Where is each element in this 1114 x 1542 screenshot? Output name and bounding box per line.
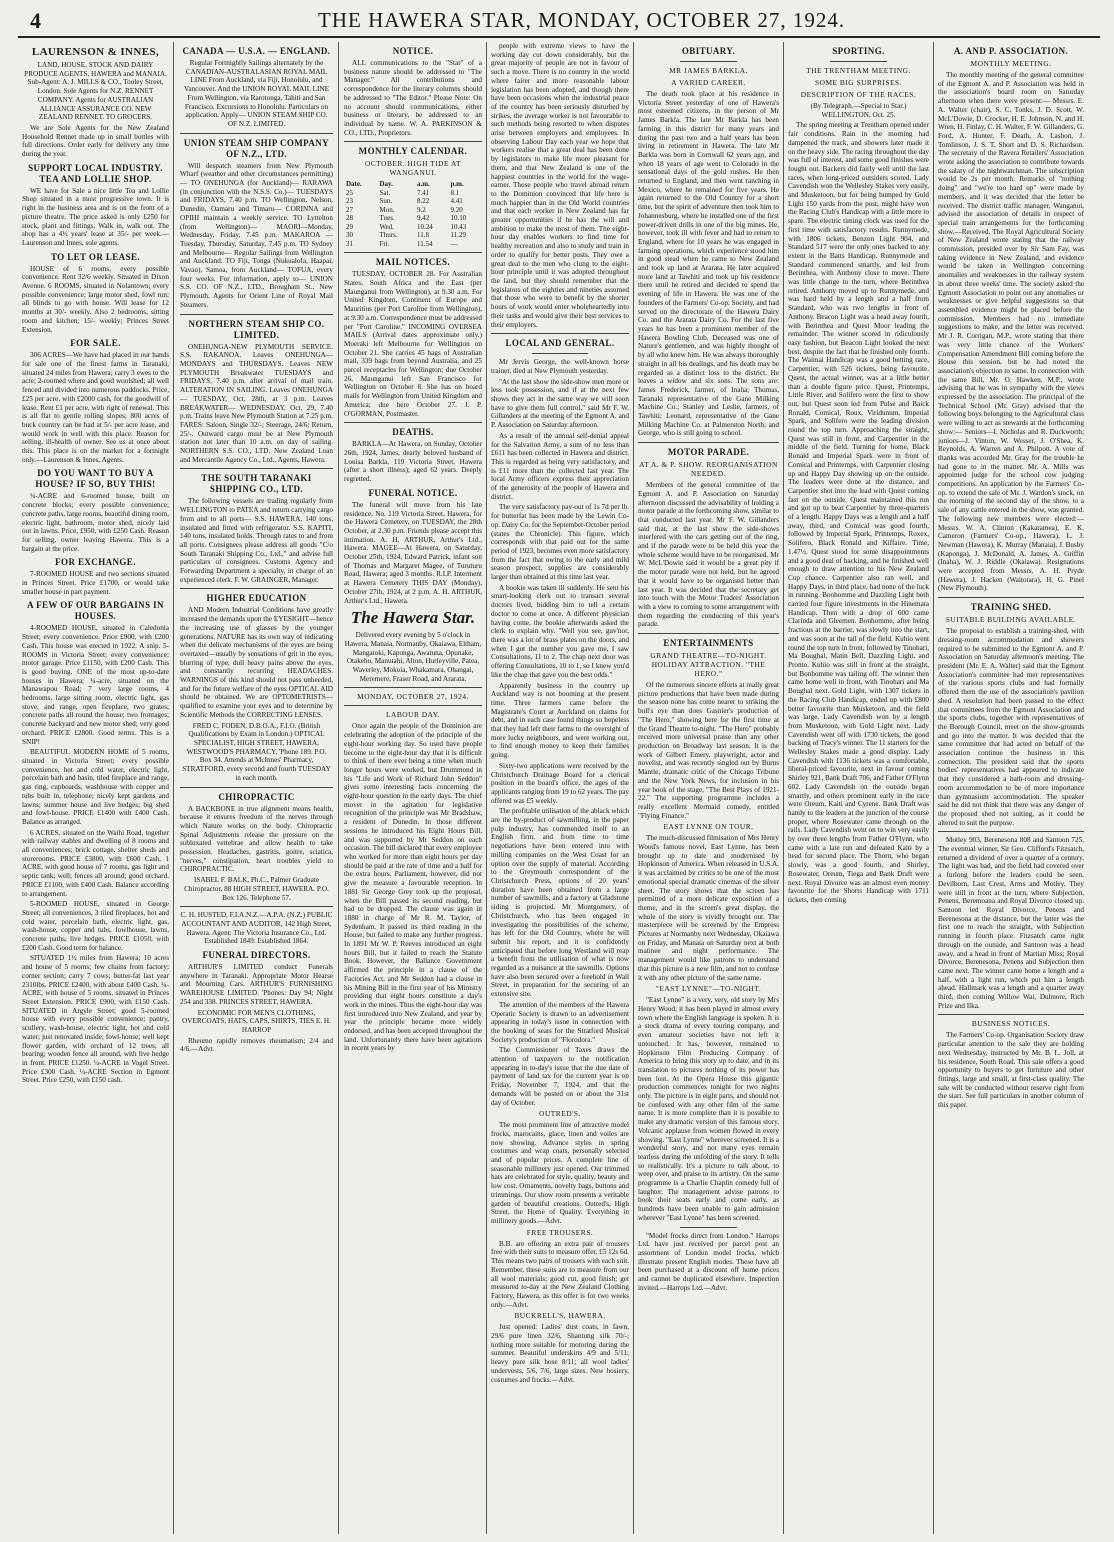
- barkla-body: The death took place at his residence in Victoria Street yesterday of one of Hawera's most esteemed citizens, in the person of Mr James Barkla. The late Mr Barkla has been farming in this district for many years and during the past two and a half years has been living in retirement in Hawera. The late Mr Barkla was born in Cornwall 62 years ago, and when 18 years of age went to Colorado in the sensational days of the gold rushes. He then returned to England, and then went ranching in Mexico, where he remained for five years. He again returned to the Old Country for a short time, but the spirit of adventure then took him to Johannesburg, where he installed one of the first power-driven drills in one of the big mines. He, however, took ill with fever and had to return to England, where for 10 years he was engaged in farming operations, which experience stood him in good stead when he came to New Zealand and took up land at Ararata. He later acquired more land at Tawhiti and took up his residence there until he retired and decided to spend the evening of life in Hawera. He was one of the founders of the Farmers' Co-op. Society, and had served on the directorate of the Hawera Dairy Co. and the Ararata Dairy Co. For the last five years he has been a prominent member of the Hawera Bowling Club. Deceased was one of Nature's gentlemen, and was highly thought of by all who knew him. He was always thoroughly straight in all his dealings, and his death may be regarded as a distinct loss to the district. He leaves a widow and six sons. The sons are: James Frederick, farmer, of Inaha; Thomas, Taranaki representative of the Gane Milking Machine Co.; Stanley and Leslie, farmers, of Tawhiti; Leonard, representative of the Gane Milking Machine Co. at Palmerston North; and George, who is still going to school.: [638, 90, 779, 438]
- business-notices-body: The Farmers' Co-op. Organisation Society draw particular attention to the sale they are holding next Wednesday, instructed by Mr. B. L. Joll, at his residence, South Road. This sale offers a good opportunity to buyers to get furniture and other fittings, large and small, at first-class quality. The sale will be conducted without reserve right from the start. See full particulars in another column of this paper.: [938, 1031, 1084, 1110]
- surprises-heading: SOME BIG SURPRISES.: [815, 78, 902, 87]
- newspaper-title: THE HAWERA STAR, MONDAY, OCTOBER 27, 1924.: [318, 8, 846, 32]
- training-shed-subheading: SUITABLE BUILDING AVAILABLE.: [945, 615, 1077, 625]
- ap-association-heading: A. AND P. ASSOCIATION.: [953, 46, 1069, 56]
- divider: [491, 333, 629, 334]
- tide-table-row: [344, 197, 482, 206]
- motor-parade-heading: MOTOR PARADE.: [667, 447, 750, 458]
- divider: [180, 314, 333, 315]
- farm-sale-paragraph: 306 ACRES—We have had placed in our hands for sale one of the finest farms in Taranaki, situated 24 miles from Hawera; carry 3 ewes to the acre; 2-roomed where and good woolshed; all well fenced and divided into numerous paddocks. Price, £25 per acre, with £2000 cash, for the goodwill of lease. Rent £1 per acre, with right of renewal. This is all flat to gentle rolling slopes; 800 acres of buck country can be had at 5/- per acre lease, and would work in well with this place. Reason for selling, ill-health of owner. See us at once about this. This place is on the market for a fortnight only.—Laurenson & Innes, Agents.: [22, 351, 169, 464]
- deaths-heading: DEATHS.: [392, 427, 434, 438]
- bargains-paragraph: 5-ROOMED HOUSE, situated in George Street; all conveniences, 3 tiled fireplaces, hot and cold water, porcelain bath, electric light, gas, wash-house, copper and tubs, fowlhouse, lawns, concrete paths, live hedges. PRICE £1050, with £200 Cash. Good term for balance.: [22, 900, 169, 952]
- notice-body: ALL communications to the "Star" of a business nature should be addressed to "The Manager." All contributions and correspondence for the literary columns should be addressed to "The Editor." Please Note: On no account should communications, either business or literary, be addressed to an individual by name. W. A. PARKINSON & CO., LTD., Proprietors.: [344, 59, 482, 137]
- tide-table-cell: Fri.: [379, 239, 390, 248]
- divider: [638, 633, 779, 634]
- column-5: [638, 42, 779, 1534]
- bargains-paragraph: SITUATED 1½ miles from Hawera; 10 acres and house of 5 rooms; few chains from factory; corner section; carry 7 cows; butter-fat last year 2310lbs. PRICE £2400, with about £400 Cash. ¼-ACRE, with house of 5 rooms, situated in Princes Street Extension. PRICE £900, with £150 Cash. SITUATED in Argyle Street; good 5-roomed house with every possible convenience; pantry, scullery, wash-house, electric light, hot and cold water; just renovated inside; fowl-house; well kept flower garden, with orchard of 12 trees, all bearing; wooden fence all around, with live hedge in front. PRICE £1250. ¼-ACRE in Vogel Street. Price £300 Cash. ¼-ACRE Section in Egmont Street. Price £250, with £150 cash.: [22, 954, 169, 1085]
- tide-table-cell: 11.29: [450, 231, 466, 240]
- labour-day-body: Once again the people of the Dominion are celebrating the adoption of the principle of the eight-hour working day. So used have people become to the eight-hour day that it is difficult to think of there ever being a time when much longer hours were worked, but Drummond in his "Life and Work of Richard John Seddon" gives some interesting facts concerning the eight-hour question in the early days. The chief mover in the agitation for legislative recognition of the principle was Mr Bradshaw, a resident of Dunedin. In those different sessions he introduced his Eight Hours Bill, and was supported by Mr Seddon on each occasion. The bill declared that every employee who worked for more than eight hours per day should be paid at the rate of time and a half for the extra hours. Parliament, however, did not give the measure a favourable reception. In 1881 Sir George Grey took up the proposal, when the Bill passed its second reading, but had to be dropped. The clause was again in 1880 in charge of Mr R. M. Taylor, of Sydenham. It passed its third reading in the House, but failed to make any further progress. In 1891 Mr W. P. Reeves introduced an eight hours Bill, but it failed to reach the Statute Book. However, the Ballance Government affirmed the principle in a clause of the Factories Act, and Mr Seddon had a clause in his Mining Bill in the first year of his Ministry providing that eight hours constitute a day's work in the mines. Thus the eight-hour day was first introduced into New Zealand, and year by year the principle became more widely endorsed, and has been accepted throughout the land. Unfortunately there have been agitations in recent years by: [344, 722, 482, 1053]
- funeral-notice-heading: FUNERAL NOTICE.: [368, 487, 458, 498]
- divider: [532, 353, 587, 354]
- outreds-body: The most prominent line of attractive model frocks, marocains, glace, linen and voiles are now showing. Advance styles in spring costumes and wrap coats, personally selected and of popular prices. A complete line of seasonable millinery just opened. Our trimmed hats are celebrated for style, quality, beauty and low cost. Ornaments, novelty bags, buttons and trimmings. Our show room presents a veritable garden of beautiful creations. Outred's, High Street, the Home of Quality. Everything in millinery goods.—Advt.: [491, 1121, 629, 1225]
- tide-table-header: Day.: [379, 180, 393, 189]
- funeral-directors-heading: FUNERAL DIRECTORS.: [202, 950, 311, 961]
- to-let-paragraph: HOUSE of 6 rooms, every possible convenience. Rent 32/6 weekly. Situated in Dixon Avenue. 6 ROOMS, situated in Nolantown; every possible convenience; large motor shed, fowl run; all blinds to go with house. Will lease for 12 months at 30/- weekly. Also 2 bedrooms, sitting room and kitchen; 15/- weekly; Princes Street Extension.: [22, 264, 169, 334]
- divider: [344, 252, 482, 253]
- business-notices-heading: BUSINESS NOTICES.: [971, 1019, 1051, 1029]
- masthead: [18, 6, 1100, 38]
- tide-table: [344, 180, 482, 248]
- tide-table-header: p.m.: [450, 180, 464, 189]
- divider: [938, 831, 1084, 832]
- trentham-heading: THE TRENTHAM MEETING.: [806, 66, 911, 75]
- laurenson-heading: LAURENSON & INNES,: [31, 46, 160, 58]
- barkla-subheading: A VARIED CAREER.: [671, 78, 746, 87]
- free-trousers-body: B.B. are offering an extra pair of trousers free with their suits to measure offer, £5 12s 6d. This means two pairs of trousers with each suit. Remember, these suits are to measure from our all wool materials; good cut, good finish; get measured to-day at the New Zealand Clothing Factory, Hawera, as this offer is for two weeks only.—Advt.: [491, 1239, 629, 1309]
- sporting-heading: SPORTING.: [832, 46, 885, 56]
- east-lynne-tour-body: The much-discussed filmisation of Mrs Henry Wood's famous novel, East Lynne, has been brought up to date and modernised by Hopkinson of America. When released in U.S.A. it was acclaimed by critics to be one of the most emotional special dramatic cinemas of the silver sheet. The story shows that the screen has permitted of a more delicate exposition of a theme, and in the screen's great display, the whole of the story is vividly brought out. The masterpiece will be screened by the Empress Pictures at Normanby next Wednesday, Okaiawa on Friday, and Manaia on Saturday next at both matinee and night performance. The management would like patrons to understand that this picture is a new film, and not to confuse it with any other picture of the same name.: [638, 834, 779, 982]
- buckrells-body: Just opened: Ladies' dust coats, in fawn, 29/6 pure linen 32/6, Shantung silk 70/-; nothing more suitable for motoring during the summer. Beautiful underskirts 4/9 and 5/11; heavy pure silk hose 8/11; all wool ladies' undervests, 5/6, 7/6, large sizes. New hosiery, costumes and frocks.—Advt.: [491, 1323, 629, 1384]
- bargains-heading: A FEW OF OUR BARGAINS IN HOUSES.: [27, 600, 164, 622]
- monthly-meeting-heading: MONTHLY MEETING.: [970, 59, 1052, 68]
- husted-ad: C. H. HUSTED, F.I.A.N.Z.—A.P.A. (N.Z.) PUBLIC ACCOUNTANT AND AUDITOR, 142 High Street, Hawera. Agent: The Victoria Insurance Co., Ltd. Established 1849. Established 1864.: [180, 911, 333, 946]
- column-rule: [173, 42, 174, 1534]
- page-number: 4: [30, 8, 41, 33]
- divider: [180, 787, 333, 788]
- bargains-paragraph: BEAUTIFUL MODERN HOME of 5 rooms, situated in Victoria Street; every possible convenience, hot and cold water, electric light, porcelain bath and basin, tiled fireplace and range, gas ring, cupboards, washhouse with copper and tubs built in, telephone; nicely kept gardens and lawns; summer house and live hedges; big shed and fowl-house. PRICE £1400 with £400 Cash. Balance as arranged.: [22, 748, 169, 826]
- tide-table-cell: 10.10: [450, 214, 467, 223]
- laurenson-ad: LAND, HOUSE, STOCK AND DAIRY PRODUCE AGENTS, HAWERA and MANAIA. Sub-Agent: A. J. MILLS & CO., Tooley Street, London. Sole Agents for N.Z. RENNET COMPANY. Agents for AUSTRALIAN ALLIANCE ASSURANCE CO. NEW ZEALAND RENNET. TO GROCERS.: [24, 61, 167, 122]
- tide-table-cell: 29: [346, 222, 353, 231]
- divider: [938, 597, 1084, 598]
- local-item: Sixty-two applications were received by the Christchurch Drainage Board for a clerical position in the board's office, the ages of the applicants ranging from 19 to 62 years. The pay offered was £5 weekly.: [491, 761, 629, 805]
- notice-heading: NOTICE.: [392, 46, 434, 56]
- bargains-paragraph: 6 ACRES, situated on the Waihi Road, together with railway stables and dwelling of 8 rooms and all conveniences; brick cottage, shelter sheds and storerooms. PRICE £3800, with £600 Cash. 1 ACRE, with good house of 7 rooms, gas light and septic tank; well; fences all around; good orchard. PRICE £1100, with £400 Cash. Balance according to arrangement.: [22, 828, 169, 898]
- local-item: The Commissioner of Taxes draws the attention of taxpayers to the notification appearing in to-day's issue that the due date of payment of land tax for the current year is on Friday, November 7, 1924, and that the demands will be posted on or about the 31st day of October.: [491, 1046, 629, 1107]
- entertainments-heading: ENTERTAINMENTS: [663, 638, 754, 649]
- south-taranaki-heading: THE SOUTH TARANAKI SHIPPING CO., LTD.: [201, 473, 312, 495]
- tide-table-cell: Tues.: [379, 214, 395, 223]
- tide-table-cell: 4.41: [450, 197, 463, 206]
- tide-table-cell: 27: [346, 205, 353, 214]
- grand-theatre-body: Of the numerous sincere efforts at really great picture productions that have been made during the season none has come nearer to striking the bull's eye than does Gasnier's production of "The Hero," showing here for the first time at the Grand Theatre to-night. "The Hero" probably received more universal praise than any other production on Broadway last season. It is the work of Gilbert Emery, playwright, actor and novelist, and was recently singled out by Burns Mantle, dramatic critic of the Chicago Tribune and the New York News, for inclusion in his year book of the stage, "The Best Plays of 1921-22." The supporting programme includes a really excellent Mermaid comedy, entitled "Flying Finance.": [638, 681, 779, 820]
- training-shed-heading: TRAINING SHED.: [970, 602, 1052, 613]
- tide-table-cell: —: [450, 239, 458, 248]
- ap-association-body: The monthly meeting of the general committee of the Egmont A. and P. Association was held in the association's board room on Saturday afternoon when there were present:— Messrs. E. A. Walter (chair), S. C. Tonks, J. D. Scott, W. McL'Dowie, D. Crocker, H. E. Johnson, N. and H. Wren, H. Finlay, C. H. Walter, F. W. Gillanders, G. Ford, A. Hunter, F. Death, A. Lashon, J. Tomlinson, J. S. T. Short and D. S. Richardson. The secretary of the Ravera Retailers' Association wrote asking the association to contribute towards the salary of the nightwatchman. The subscription would be 2s per month. Remarks of "nothing doing" and "we're too hard up" were made by members, and it was decided that the letter be received. The district traffic manager, Wanganui, advised the association of details in respect of special train arrangements for the forthcoming show.—Received. The Royal Agricultural Society of New Zealand wrote stating that the railway commission, presided over by Sir Sam Fay, was taking evidence in New Zealand, and evidence would be taken in Wellington concerning anomalies and weaknesses in the railway system in about three weeks' time. The society asked the Egmont Association to point out any anomalies or weaknesses or give helpful suggestions so that assembled evidence might be placed before the commission. Members had no immediate suggestions to make, and the letter was received. Mr J. R. Corrigan, M.P., wrote stating that there was very little chance of the Workers' Compensation Amendment Bill coming before the House this session, but he had noted the association's objection to same. In connection with the same Bill, Mr. O. Hawken, M.P., wrote advising that he was in sympathy with the views expressed by the association. The principal of the Technical School (Mr. Gray) advised that the following boys belonging to the Agricultural class were willing to act as stewards at the forthcoming show:— Seniors—I. Nicholas and R. Duckworth; juniors—J. Vinton, W. Wesser, J. O'Shea, K. Reynolds, A. Warren and A. Philpott. A vote of thanks was accorded Mr. Gray for the trouble he had gone to in the matter. Mr. A. Mills was appointed judge for the school cow judging competitions. An application by the Farmers' Co-op. to extend the sale of Mr. J. Wardon's stock, on the morning of the second day of the show, to a sale of any cattle entered in the show, was granted. The following new members were elected:— Messrs. W. A. Clinton (Kakaramea), E. K. Cameron (Farmers' Co-op., Hawera), L. J. Newman (Hawera), K. Murray (Manaia), J. Busby (Kaponga), J. McDonald, A. James, A. Griffin (Inaha), W. J. Riddle (Okaiawa). Resignations were accepted from Messrs. A. H. Pryde (Hawera), J. Hacken (Waitotara), H. G. Pinel (New Plymouth).: [938, 71, 1084, 593]
- local-item: The attention of the members of the Hawera Operatic Society is drawn to an advertisement appearing in today's issue in connection with the booking of seats for the Stratford Musical Society's production of "Florodora.": [491, 1000, 629, 1044]
- barkla-heading: MR JAMES BARKLA.: [669, 66, 748, 75]
- star-nameplate: The Hawera Star.: [350, 608, 476, 628]
- buckrells-heading: BUCKRELL'S, HAWERA.: [514, 1311, 606, 1321]
- column-2: [180, 42, 333, 1534]
- tide-table-cell: 25: [346, 188, 353, 197]
- tide-table-row: [344, 206, 482, 215]
- tide-table-cell: 8.1: [450, 188, 460, 197]
- tide-table-row: [344, 189, 482, 198]
- column-rule: [486, 42, 487, 1534]
- model-frocks-ad: "Model frocks direct from London." Harrops Ltd. have just received per parcel post an assortment of London model frocks, which illustrate present English modes. These have all been purchased at a discount off home prices and cannot be duplicated elsewhere. Inspection invited.—Harrops Ltd.—Advt.: [638, 1231, 779, 1292]
- for-sale-heading: FOR SALE.: [70, 338, 121, 349]
- balk-ad: ISABEL F. BALK, Ph.C., Palmer Graduate Chiropractor, 88 HIGH STREET, HAWERA. P.O. Box 126. Telephone 57.: [184, 876, 329, 902]
- union-ad: Will despatch steamers from New Plymouth Wharf (weather and other circumstances permitting)— TO ONEHUNGA (for Auckland)— RARAWA (in conjunction with the N.S.S. Co.)— TUESDAYS and FRIDAYS, 7.40 p.m. TO Wellington, Nelson, Dunedin, Oamaru and Timaru— CORINNA and OPIHI maintain a weekly service. TO Lyttelton (from Wellington)— MAORI—Monday, Wednesday, Friday, 7.45 p.m. MAKAROA — Tuesday, Thursday, Saturday, 7.45 p.m. TO Sydney and Melbourne— Regular Sailings from Wellington and Auckland. TO Fiji, Tonga (Nukualofa, Haapai, Vavau), Samoa, from Auckland— TOFUA, every four weeks. For information, apply to— UNION S.S. CO. OF N.Z., LTD., Brougham St., New Plymouth. Agents for Orient Line of Royal Mail Steamers.: [180, 161, 333, 309]
- column-rule: [338, 42, 339, 1534]
- tide-table-cell: Thurs.: [379, 231, 398, 240]
- tea-shop-heading: SUPPORT LOCAL INDUSTRY. TEA AND LOLLIE SHOP.: [28, 162, 163, 184]
- description-heading: DESCRIPTION OF THE RACES.: [800, 90, 917, 99]
- race-results-continued: Motley 903, Berenesona 808 and Santoon 725. The eventual winner, Sir Geo. Clifford's Fitzsatch, returned a dividend of over a quarter of a century. The light was bad, and the field had covered over a furlong before the leaders could be seen. Devilborn, Last Crest, Arms and Motley. They were still in front at the turn, where Subjection, Penens, Beremoana and Royal Divorce closed up. Santoon led Royal Divorce, Penens and Berenesona at the distance, but the latter was the first one to reach the straight, with Subjection running in fourth place. Fitzsatch came right through on the outside, and Santoon was a head away, and a head in front of Martian Miss; Royal Divorce, Berenesona, Penens and Subjection then came next. The winner came home a length and a half, with a light run, which put him a length ahead. Hallmark was a length and a quarter away third, then coming Willow Wai, Dubnore, Rich Prize and Ilka.: [938, 836, 1084, 1010]
- outreds-heading: OUTRED'S.: [539, 1109, 581, 1119]
- deaths-body: BARKLA—At Hawera, on Sunday, October 26th, 1924, James, dearly beloved husband of Louisa Barkla, 119 Victoria Street, Hawera (after a short illness); aged 62 years. Deeply regretted.: [344, 440, 482, 484]
- east-lynne-tour-heading: EAST LYNNE ON TOUR.: [663, 822, 754, 832]
- east-lynne-tonight-heading: "EAST LYNNE"—TO-NIGHT.: [655, 984, 762, 994]
- higher-education-ad: AND Modern Industrial Conditions have greatly increased the demands upon the EYESIGHT—hence the increasing use of glasses by the younger generations. NATURE has its own way of indicating when the delicate mechanisms of the eyes are being overtaxed—usually by sensations of grit in the eyes, blurring of type, dull heavy pains above the eyes, and constantly recurring HEADACHES. WARNINGS of this kind should not pass unheeded, and for the future welfare of the eyes OPTICAL AID should be obtained. We are OPTOMETRISTS—qualified to examine your eyes and to determine by Scientific Methods the CORRECTING LENSES.: [180, 606, 333, 719]
- funeral-directors-ad: ARTHUR'S LIMITED conduct Funerals anywhere in Taranaki. Appropriate Motor Hearse and Mourning Cars. ARTHUR'S FURNISHING WAREHOUSE LIMITED. 'Phones: Day 94; Night 254 and 338. PRINCES STREET, HAWERA.: [180, 963, 333, 1006]
- divider: [180, 588, 333, 589]
- local-item: Mr Jervis George, the well-known horse trainer, died at New Plymouth yesterday.: [491, 358, 629, 375]
- column-rule: [633, 42, 634, 1534]
- divider: [344, 687, 482, 688]
- tide-table-cell: 10.24: [416, 222, 433, 231]
- column-rule: [783, 42, 784, 1534]
- column-6: [788, 42, 929, 1534]
- rheumo-ad: Rheumo rapidly removes rheumatism; 2/4 and 4/6.—Advt.: [180, 1036, 333, 1054]
- local-item: The profitable utilisation of the ablack which are the by-product of sawmilling, in the paper pulp industry, has commended itself to an English firm, and from time to time negotiations have been entered into with milling companies on the West Coast for an option over the supply of material. According to the Greymouth correspondent of the Christchurch Press, options of 20 years' duration have been obtained from a large number of sawmills, and a factory at Gladstone siding is projected. Mr Montgomery, of Christchurch, who has been engaged in investigating the possibilities of the scheme, has left for the Old Country, where he will submit his report, and it is confidently anticipated that before long Westland will reap a benefit from the utilisation of what is now regarded as a nuisance at the sawmills. Options have also been secured over a freehold in Wall Street, in preparation for the securing of an extensive site.: [491, 807, 629, 999]
- divider: [180, 468, 333, 469]
- tide-table-cell: 9.20: [450, 205, 463, 214]
- tide-table-cell: Sun.: [379, 197, 393, 206]
- local-item: As a result of the annual self-denial appeal for the Salvation Army, a sum of no less than £611 has been collected in Hawera and district. This is regarded as being very satisfactory, and is £11 more than the collected last year. The local Army officers express their appreciation of the generosity of the people of Hawera and district.: [491, 431, 629, 501]
- local-item: Apparently business in the country up Auckland way is not booming at the present time. Three farmers came before the Magistrate's Court at Auckland on claims for debt, and in each case found things so hopeless that they had left their farms to the oversight of more lucky neighbours, and were working out, to find enough money to keep their families going.: [491, 681, 629, 760]
- tide-table-cell: 11.8: [416, 231, 429, 240]
- local-item: "At the last show the side-show men more or less took possession, and if at the next few shows they act in the same way we will soon have to give them full control," said Mr F. W. Gillanders at the meeting of the Egmont A. and P. Association on Saturday afternoon.: [491, 377, 629, 430]
- tea-shop-paragraph: WE have for Sale a nice little Tea and Lollie Shop situated in a most progressive town. It is right in the business area and is on the front of a picture theatre. The price asked is only £250 for stock, plant and fittings. Walk in, walk out. The shop has a 4½ years' lease at 35/- per week.—Laurenson and Innes, sole agents.: [22, 186, 169, 247]
- northern-ad: ONEHUNGA-NEW PLYMOUTH SERVICE. S.S. RAKANOA. Leaves ONEHUNGA— MONDAYS and THURSDAYS. Leaves NEW PLYMOUTH Breakwater TUESDAYS and FRIDAYS, 7.40 p.m. after arrival of mail train. ALTERATION IN SAILING. Leaves ONEHUNGA— TUESDAY, Oct. 28th, at 3 p.m. Leaves BREAKWATER— WEDNESDAY, Oct. 29, 7.40 p.m. Trains leave New Plymouth Station at 7.25 p.m. FARES: Saloon, Single 32/-; Steerage, 24/6; Return, 25/-. Outward cargo must be at New Plymouth station not later than 10 a.m. on day of sailing. NORTHERN S.S. CO., LTD. New Zealand Loan and Mercantile Agency Co., Ltd., Agents, Hawera.: [180, 342, 333, 464]
- divider: [344, 705, 482, 706]
- obituary-heading: OBITUARY.: [681, 46, 736, 56]
- motor-parade-subheading: AT A. & P. SHOW. REORGANISATION NEEDED.: [639, 460, 778, 479]
- byline: (By Telegraph.—Special to Star.) WELLINGTON, Oct. 25.: [810, 102, 907, 119]
- grand-theatre-heading: GRAND THEATRE—TO-NIGHT. HOLIDAY ATTRACTION. "THE HERO.": [650, 651, 767, 679]
- tide-table-cell: 10.43: [450, 222, 467, 231]
- divider: [344, 422, 482, 423]
- tide-table-cell: Mon.: [379, 205, 395, 214]
- racing-body: The spring meeting at Trentham opened under fair conditions. Rain in the morning had dampened the track, and showers later made it on the heavy side. The racing throughout the day was full of interest, and some good finishes were fought out. Backers did fairly well until the last races, when long-priced outsiders scored. Lady Cavendish won the Wellesley Stakes very easily, and Musketoon, but for being bumped by Gold Light 150 yards from the post, might have won the Racing Club's Handicap with a little more to spare. The electric timing clock was used for the first time with satisfactory results. Runnymede, with 1806 tickets, Benzon Light 904, and Standard 517 were the only ones backed to any extent in the Batts Handicap. Runnymede and Standard commenced smartly, and led from Berinthea, with Anthony close to move. There was little change to the turn, where Berinthea retired. Anthony moved up to Runnymede, and was hard held by a length and a half from Standard, who was two lengths in front of Anthony. Beacon Light was a head away fourth, with Berinthea and Quest Moor leading the remainder. The winner scored in ridiculously easy fashion, but Beacon Light looked the next best, despite the fact that he finished only fourth. The Waimai Handicap was a good betting race, Carpentier, with 526 tickets, being favourite. Quest, the actual winner, was at a little better than a double figure price. Quest, Printemps, Little River, and Solifero were the first to show out, but Quest soon led from Pulse and Baick Ronald, Comical, Roux, Viridunum, Imperial Spark, and Solifero were the leading division round the top turn. Approaching the straight, Quest was still in front, and Carpentier in the middle of the field. Turning for home, Black Ronald and Imperial Spark were in front of Comical and Printemps, with Carpentier closing up and Happy Day showing up on the outside. The leaders were done at the distance, and Carpentier shot into the lead with Quest coming fast on the outside. Quest maintained this run and got up to beat Carpentier by three-quarters of a length. Happy Days was a length and a half away, third, and Comical was good fourth, followed by Imperial Spark, Printemps, Roxex, Solifero, Black Ronald and Kiffaire. Time, 1.47½. Quest stood for some disappointments and a good deal of backing, and he finished well enough to draw attention to his New Zealand Cup chance. Carpentier also ran well, and Happy Days, in third place, had none of the luck in running. Boohomme and Dazzling Light both carried four figure investments in the Hinemata Handicap. Then with a drop of 600 came Clarinda and Gleemen. Bonhomme, after being fractious at the barrier, was slowly into the start, and was soon at the tail of the field. Kuhio went round the top turn in front, followed by Tinohari, Ma Boughal, Matin Bell, Dazzling Light, and Pronto. Kuhio was still in front at the straight, but Bonhomme was tailing off. The winner then came home well in front, with Tinohari and Ma Boughal next. Gold Light, with 1307 tickets in the Racing Club Handicap, ended up with £800 better favourite than Musketoon, and the field was large. Lady Cavendish won by a length from Musketoon, with Gold Light next. Lady Cavendish went off with 1730 tickets, the good backing of Tracy's winner. The 11 starters for the Wellesley Stakes made a good display. Lady Cavendish with 1136 tickets was a comfortable, liberal-priced favourite, next in favour coming Shirley 921, Bank Draft 706, and Father O'Flynn 602. Lady Cavendish on the outside began smartly, and others prominent early in the race were Oreum, Kaiti and Cyrene. Bank Draft was handy to the leaders at the junction of the course proper, where Rosewater came through on the rails. Lady Cavendish went on to win very easily by over three lengths from Father O'Flynn, who came with a late run and defeated Kaiti by a head for second place. The Thorn, who began slowly, was a good fourth, and Shirley, Rosewater, Oreum, Tiega and Bank Draft were next. Royal Divorce was an almost even money favourite for the Shorts Handicap with 1711 tickets, then coming: [788, 121, 929, 904]
- divider: [344, 141, 482, 142]
- tide-table-cell: 9.42: [416, 214, 430, 223]
- canada-heading: CANADA — U.S.A. — ENGLAND.: [182, 46, 331, 56]
- house-paragraph: ¼-ACRE and 6-roomed house, built on concrete blocks; every possible convenience; concrete paths, large rooms, beautiful dining room, electric light, bathroom, motor shed, nicely laid out in lawns. Price, £950, with £250 Cash. Reason for selling, owner leaving Hawera. This is a bargain at the price.: [22, 492, 169, 553]
- tide-table-row: [344, 231, 482, 240]
- tide-table-header: a.m.: [416, 180, 430, 189]
- tide-table-cell: 9.2: [416, 205, 426, 214]
- divider: [180, 906, 333, 907]
- labour-day-heading: LABOUR DAY.: [386, 710, 440, 720]
- south-taranaki-ad: The following vessels are trading regularly from WELLINGTON to PATEA and return carrying cargo from and to all ports— S.S. HAWERA, 140 tons, insulated and fitted with refrigerator. S.S. KAPITI, 140 tons, insulated holds. Through rates to and from all ports. Consignees please address all goods "C/o South Taranaki Shipping Co., Ltd.," and advise full particulars of consignees. Customs Agency and Forwarding Department a specialty, in charge of an experienced clerk. F. W. GRAINGER, Manager.: [180, 497, 333, 584]
- divider: [638, 442, 779, 443]
- date-line: MONDAY, OCTOBER 27, 1924.: [357, 692, 469, 702]
- column-4: [491, 42, 629, 1534]
- local-item: The very satisfactory pay-out of 1s 7d per lb. for butterfat has been made by the Lewin Co-op. Dairy Co. for the September-October period (states the Chronicle). This figure, which corresponds with that paid out for the same period of 1923, becomes even more satisfactory from the fact that owing to the early and mild season prospect, supplies are considerably larger than obtained at this time last year.: [491, 503, 629, 582]
- rennet-paragraph: We are Sole Agents for the New Zealand Household Rennet made up in small bottles with full directions. Order early for delivery any time during the year.: [22, 123, 169, 159]
- editorial-continued: people with extreme views to have the working day cut down considerably, but the great majority of people are not in favour of such a move. There is no country in the world where fairer and more reasonable labour legislation has been adopted, and though there have been occasions when the industrial peace of the country has been seriously disturbed by strikes, the average worker is not favourable to such methods being resorted to when disputes arise between employers and employees. In observing Labour Day each year we hope that workers realise that a great deal has been done by legislators to make life more pleasant for them, and that New Zealand is one of the happiest countries in the world for the wage-earner. Those people who travel abroad return to the Dominion convinced that life here is much happier than in the Old World countries and that each worker in New Zealand has far greater opportunities if he has the will and ambition to make the most of them. The eight-hour day enables workers to find time for healthy recreation and also to study and train in order to qualify for better posts. They owe a great deal to the men who clung to the eight-hour principle until it was adopted throughout the land, but they should remember that the legislators of the eighties and nineties assumed that those who were to benefit by the shorter hours of work would enter wholeheartedly into their tasks and would give their best services to their employers.: [491, 42, 629, 329]
- buy-house-heading: DO YOU WANT TO BUY A HOUSE? IF SO, BUY THIS!: [35, 468, 156, 490]
- higher-education-heading: HIGHER EDUCATION: [206, 593, 307, 604]
- tide-table-row: [344, 223, 482, 232]
- mail-notices-body: TUESDAY, OCTOBER 28. For Australian States, South Africa and the East (per Maunganui from Wellington), at 9.30 a.m. For United Kingdom, Continent of Europe and Mauritius (per Port Caroline from Wellington), at 9.30 a.m. Correspondence must be addressed per "Port Caroline." INCOMING OVERSEA MAILS (Arrival dates approximate only.) Moeraki left Melbourne for Wellington on October 21. She carries 45 bags of Australian mail, 339 bags from beyond Australia, and 25 parcel receptacles for Wellington; due October 26. Maunganui left San Francisco for Wellington on October 8. She has on board mails for Wellington from United Kingdom and America; due here October 27. J. P. O'GORMAN, Postmaster.: [344, 270, 482, 418]
- tide-table-cell: 30: [346, 231, 353, 240]
- harrop-ad: ECONOMIC FOR MEN'S CLOTHING, OVERCOATS, HATS, CAPS, SHIRTS, TIES E. H. HARROP: [182, 1008, 331, 1034]
- free-trousers-heading: FREE TROUSERS.: [526, 1227, 594, 1237]
- chiropractic-heading: CHIROPRACTIC: [218, 791, 295, 802]
- tide-table-cell: 28: [346, 214, 353, 223]
- local-item: A bookie was taken ill suddenly. He sent his smart-looking clerk out to transact several doctors lived, bidding him to tell a certain doctor to come at once. A different physician having come, the bookie afterwards asked the clerk to explain why. "Well you see, guv'nor, there was a lot of brass plates on the doors, and when I got the number you gave me, I saw Consultations, 11 to 2. The chap next door was offering Consultations, 10 to 1, so I knew you'd like the chap that gave you the best odds.": [491, 583, 629, 679]
- tide-table-row: [344, 240, 482, 249]
- training-shed-body: The proposal to establish a training-shed, with dressing-room accommodation and showers required to be submitted to the Egmont A. and P. Association on Saturday afternoon's meeting. The president (Mr. E. A. Walter) said that the Egmont Association's committee had met representatives of the various sports clubs and had formally offered them the use of the association's pavilion shed. A resolution had been passed to the effect that committees from the Egmont Association and the sports clubs, together with representatives of the Borough Council, meet on the show-grounds and go into the matter. It was decided that the same committee that had acted on behalf of the association continue the business in this connection. The president said that the sports bodies' representatives had appeared to indicate that they considered a bath-room and dressing-room accommodation to be of more importance than gymnasium accommodation. The speaker said he did not think that there was any danger of the proposed shed not suiting, as it could be altered to suit the purpose.: [938, 627, 1084, 827]
- tide-table-cell: Wed.: [379, 222, 394, 231]
- chiropractic-ad: A BACKBONE in true alignment means health, because it ensures freedom of the nerves through which Nature works on the body. Chiropractic Spinal Adjustments release the pressure on the subluxated vertebrae and allow health to take possession. Headaches, gastritis, goitre, sciatica, "nerves," constipation, heart troubles yield to CHIROPRACTIC.: [180, 804, 333, 874]
- column-1: [22, 42, 169, 1534]
- tide-table-cell: Sat.: [379, 188, 391, 197]
- tide-table-cell: 8.22: [416, 197, 430, 206]
- union-heading: UNION STEAM SHIP COMPANY OF N.Z., LTD.: [183, 137, 330, 159]
- tide-table-cell: 11.54: [416, 239, 433, 248]
- divider: [680, 61, 736, 62]
- column-rule: [933, 42, 934, 1534]
- divider: [680, 1227, 736, 1228]
- motor-parade-body: Members of the general committee of the Egmont A. and P. Association on Saturday afternoon discussed the advisability of holding a motor parade at the forthcoming show, similar to that conducted last year. Mr F. W. Gillanders said that, at the last show the side-shows interfered with the cars getting out of the ring, and if the parade were to be held this year the whole scheme would have to be reorganised. Mr W. McL'Dowie said it would be a great pity if the motor parade were not held, but he agreed that it would have to be organised better than last year. It was decided that the secretary get into touch with the Motor Traders' Association with a view to coming to some arrangement with them regarding the conducting of this year's parade.: [638, 481, 779, 629]
- divider: [180, 133, 333, 134]
- foden-ad: FRED C. FODEN, D.B.O.A., F.I.O. (British Qualifications by Exam in London.) OPTICAL SPECIALIST, HIGH STREET, HAWERA, WESTWOOD'S PHARMACY, 'Phone 189. P.O. Box 34. Attends at McInnes' Pharmacy, STRATFORD, every second and fourth TUESDAY in each month.: [182, 721, 331, 782]
- mail-notices-heading: MAIL NOTICES.: [375, 257, 451, 268]
- exchange-paragraph: 7-ROOMED HOUSE and two sections situated in Princes Street. Price £1700, or would take smaller house in part payment.: [22, 570, 169, 596]
- northern-heading: NORTHERN STEAM SHIP CO. LIMITED.: [188, 318, 325, 340]
- column-7: [938, 42, 1084, 1534]
- calendar-subheading: OCTOBER. HIGH TIDE AT WANGANUI.: [364, 159, 462, 178]
- to-let-heading: TO LET OR LEASE.: [50, 251, 141, 262]
- canada-ad: Regular Fortnightly Sailings alternately by the CANADIAN-AUSTRALASIAN ROYAL MAIL LINE From Auckland, via Fiji, Honolulu, and Vancouver. And the UNION ROYAL MAIL LINE From Wellington, via Rarotonga, Tahiti and San Francisco. Excursions to Honolulu. Particulars on application. Apply— UNION STEAM SHIP CO. OF N.Z. LIMITED.: [184, 59, 329, 128]
- tide-table-cell: 31: [346, 239, 353, 248]
- divider: [830, 61, 886, 62]
- east-lynne-tonight-body: "East Lynne" is a very, very, old story by Mrs Henry Wood; it has been played in almost every town where the English language is spoken. It is a stock drama of every touring company, and even amateur societies have not left it untouched. It has, however, remained to Hopkinson Film Producing Company of America to bring this story up to date, and in its translation to pictures nothing of its power has been lost. At the Opera House this gigantic production commences tonight for two nights only. The picture is in eight parts, and should not be confused with any other film of the same name. It is more complete than it is possible to make any dramatic version of this famous story. Volcanic applause from women flowed in every showing. "East Lynne" wherever screened. It is a wonderful story, and not many eyes remain tearless during the unfolding of the story. It tells so realistically. It's a picture to talk about, to weep over, and praise to its artistry. On the same programme is a Charlie Chaplin comedy full of laughter. The management advise patrons to book their seats early and come early, as hundreds have been unable to gain admission wherever "East Lynne" has been screened.: [638, 996, 779, 1222]
- bargains-paragraph: 4-ROOMED HOUSE, situated in Caledonia Street; every convenience. Price £900, with £200 Cash. This house was erected in 1922. A snip. 5-ROOMS in Victoria Street; every convenience; motor garage. Price £1150, with £200 Cash. This is good buying. ONE of the most up-to-date houses in Hawera; ¼-acre, situated on the Manawapou Road; 7 very large rooms, 4 bedrooms, large sitting room, electric light, gas stove, and range, open fireplace, two grates; concrete paths all round the house; two frontages; concrete backyard and new motor shed; very good orchard. PRICE £2800. Good terms. This is a SNIP!: [22, 624, 169, 746]
- funeral-notice-body: The funeral will move from his late residence, No. 119 Victoria Street, Hawera, for the Hawera Cemetery, on TUESDAY, the 28th October, at 2.30 p.m. Friends please accept this intimation. A. H. ARTHUR, Arthur's Ltd., Hawera. MAGEE—At Hawera, on Saturday, October 25th, 1924, Edward Patrick, infant son of Thomas and Margaret Magee, of Turuturu Road, Hawera; aged 3 months. R.I.P. Interment at Hawera Cemetery THIS DAY (Monday), October 27th, 1924, at 2 p.m. A. H. ARTHUR, Arthur's Ltd., Hawera.: [344, 500, 482, 605]
- local-general-heading: LOCAL AND GENERAL.: [505, 338, 615, 349]
- divider: [938, 1014, 1084, 1015]
- tide-table-cell: 23: [346, 197, 353, 206]
- tide-table-cell: 7.41: [416, 188, 430, 197]
- calendar-heading: MONTHLY CALENDAR.: [358, 146, 468, 157]
- delivery-notice: Delivered every evening by 5 o'clock in Hawera, Manaia, Normanby, Okaiawa, Eltham, Mangatoki, Kaponga, Awatuna, Opunake, Otakeho, Manutahi, Alton, Hurleyville, Patea, Waverley, Mokoia, Whakamara, Ohangai, Meremere, Fraser Road, and Ararata.: [344, 631, 482, 683]
- tide-table-header: Date.: [346, 180, 362, 189]
- column-3: [344, 42, 482, 1534]
- tide-table-row: [344, 214, 482, 223]
- exchange-heading: FOR EXCHANGE.: [55, 557, 136, 568]
